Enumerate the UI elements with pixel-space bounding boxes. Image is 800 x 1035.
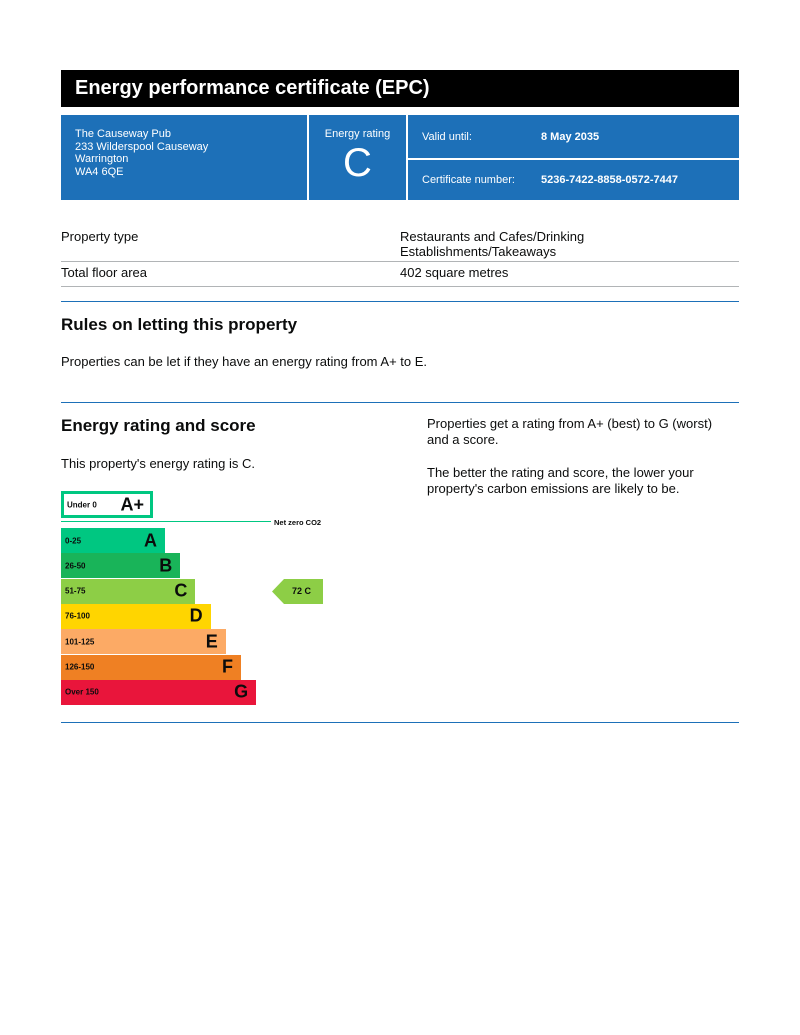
address-postcode: WA4 6QE (75, 165, 124, 178)
band-b-letter: B (159, 555, 173, 576)
valid-until-label: Valid until: (422, 130, 472, 143)
property-details-table (61, 226, 739, 287)
score-explanation-1: Properties get a rating from A+ (best) to G (worst) and a score. (427, 416, 713, 447)
band-a-letter: A (144, 530, 157, 550)
band-e (61, 629, 226, 654)
section-divider (61, 402, 739, 403)
band-g-letter: G (234, 681, 249, 702)
energy-rating-label: Energy rating (324, 128, 391, 140)
certificate-number-box (408, 160, 739, 200)
section-divider (61, 301, 739, 302)
section-divider (61, 722, 739, 723)
score-heading: Energy rating and score (61, 416, 256, 435)
band-c (61, 579, 195, 604)
band-aplus-range: Under 0 (67, 500, 97, 509)
address-line-3: Warrington (75, 153, 129, 165)
score-intro: This property's energy rating is C. (61, 456, 255, 471)
property-type-row (61, 226, 739, 262)
score-explanation-2: The better the rating and score, the lower your property's carbon emissions are likely to be. (427, 465, 694, 496)
floor-area-label: Total floor area (61, 265, 147, 280)
band-a-range: 0-25 (65, 536, 82, 545)
certificate-number-value: 5236-7422-8858-0572-7447 (541, 174, 679, 186)
property-type-value: Restaurants and Cafes/Drinking Establishments/Takeaways (400, 229, 585, 259)
band-b-range: 26-50 (65, 561, 86, 571)
band-e-range: 101-125 (65, 637, 95, 647)
band-c-range: 51-75 (65, 586, 86, 596)
band-d-range: 76-100 (65, 611, 90, 621)
letting-heading: Rules on letting this property (61, 315, 298, 334)
band-d-letter: D (189, 605, 203, 626)
floor-area-value: 402 square metres (400, 265, 509, 280)
band-g-range: Over 150 (65, 687, 99, 697)
energy-rating-box (309, 115, 406, 200)
band-a (61, 528, 165, 553)
address-line-2: 233 Wilderspool Causeway (75, 140, 209, 153)
floor-area-row (61, 262, 739, 287)
net-zero-line (61, 521, 271, 522)
band-b (61, 553, 180, 578)
valid-until-value: 8 May 2035 (541, 130, 600, 143)
valid-until-box (408, 115, 739, 158)
property-type-label: Property type (61, 229, 139, 244)
band-f-range: 126-150 (65, 662, 95, 672)
energy-rating-letter: C (343, 141, 372, 185)
address-line-1: The Causeway Pub (75, 128, 171, 140)
letting-text: Properties can be let if they have an energy rating from A+ to E. (61, 354, 428, 369)
band-f-letter: F (222, 656, 233, 677)
band-aplus (61, 491, 153, 518)
certificate-number-label: Certificate number: (422, 174, 515, 186)
band-c-letter: C (174, 580, 188, 601)
band-d (61, 604, 211, 629)
net-zero-label: Net zero CO2 (274, 518, 322, 527)
band-f (61, 655, 241, 680)
band-aplus-letter: A+ (120, 494, 144, 514)
band-e-letter: E (205, 631, 218, 652)
band-g (61, 680, 256, 705)
page-title: Energy performance certificate (EPC) (61, 70, 739, 107)
property-address (61, 115, 307, 200)
current-rating-label: 72 C (292, 586, 312, 596)
